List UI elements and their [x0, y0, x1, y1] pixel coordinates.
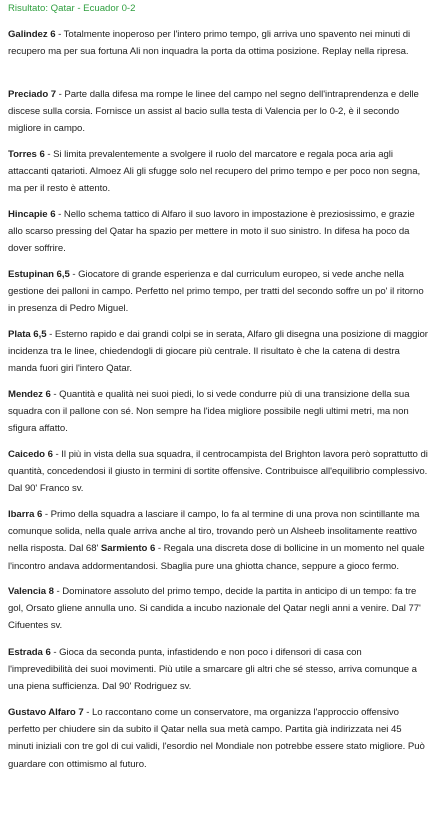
player-name: Gustavo Alfaro 7	[8, 707, 84, 718]
player-comment: - Gioca da seconda punta, infastidendo e non poco i difensori di casa con l'imprevedibilità dei suoi movimenti. Più utile a smarcare gli altri che sé stesso, arriva comunque a una piena sufficienza. Dal 90' Rodriguez sv.	[8, 647, 417, 693]
rating-paragraph	[8, 86, 428, 138]
rating-paragraph	[8, 583, 428, 635]
rating-paragraph	[8, 266, 428, 318]
player-name: Valencia 8	[8, 586, 54, 597]
rating-paragraph	[8, 206, 428, 258]
player-comment: - Dominatore assoluto del primo tempo, decide la partita in anticipo di un tempo: fa tre gol, Orsato gliene annulla uno. Si candida a incubo nazionale del Qatar negli anni a venire. Dal 77' Cifuentes sv.	[8, 586, 421, 632]
player-name: Preciado 7	[8, 89, 57, 100]
player-comment: - Nello schema tattico di Alfaro il suo lavoro in impostazione è preziosissimo, e grazie allo scarso pressing del Qatar ha spazio per mettere in moto il suo sinistro. In difesa ha poco da dover soffrire.	[8, 209, 415, 255]
player-name: Ibarra 6	[8, 509, 43, 520]
player-comment: - Giocatore di grande esperienza e dal curriculum europeo, si vede anche nella gestione dei palloni in campo. Perfetto nel primo tempo, per tratti del secondo soffre un po' il ritorno in presenza di Pedro Miguel.	[8, 269, 424, 315]
rating-paragraph	[8, 644, 428, 696]
player-comment: - Si limita prevalentemente a svolgere il ruolo del marcatore e regala poca aria agli attaccanti qatarioti. Almoez Ali gli sfugge solo nel recupero del primo tempo e per poco non segna, ma per il resto è attento.	[8, 149, 421, 195]
player-name: Estrada 6	[8, 647, 51, 658]
rating-paragraph	[8, 26, 428, 60]
player-name: Estupinan 6,5	[8, 269, 70, 280]
player-comment: - Quantità e qualità nei suoi piedi, lo si vede condurre più di una transizione della sua squadra con il pallone con sé. Non sempre ha l'idea migliore possibile negli ultimi metri, ma non sfigura affatto.	[8, 389, 410, 435]
rating-paragraph	[8, 704, 428, 773]
player-name: Plata 6,5	[8, 329, 47, 340]
player-comment: - Lo raccontano come un conservatore, ma organizza l'approccio offensivo perfetto per chiudere sin da subito il Qatar nella sua metà campo. Partita già indirizzata nei 45 minuti iniziali con tre gol di cui validi, l'esordio nel Mondiale non potrebbe essere stato migliore. Può guardare con ottimismo al futuro.	[8, 707, 425, 770]
player-comment: - Il più in vista della sua squadra, il centrocampista del Brighton lavora però soprattutto di quantità, concedendosi il giusto in termini di sortite offensive. Contribuisce all'equilibrio complessivo. Dal 90' Franco sv.	[8, 449, 428, 495]
player-name: Mendez 6	[8, 389, 51, 400]
rating-paragraph	[8, 446, 428, 498]
rating-paragraph	[8, 146, 428, 198]
player-name: Hincapie 6	[8, 209, 56, 220]
substitute-name: Sarmiento 6	[100, 543, 156, 555]
player-comment: - Esterno rapido e dai grandi colpi se in serata, Alfaro gli disegna una posizione di maggior incidenza tra le linee, chiedendogli di giocare più centrale. Il risultato è che la catena di destra manda fuori giri l'intero Qatar.	[8, 329, 428, 375]
match-result: Risultato: Qatar - Ecuador 0-2	[8, 3, 136, 14]
player-comment: - Parte dalla difesa ma rompe le linee del campo nel segno dell'intraprendenza e delle discese sulla corsia. Fornisce un assist al bacio sulla testa di Valencia per lo 0-2, è il secondo migliore in campo.	[8, 89, 419, 135]
rating-paragraph	[8, 386, 428, 438]
player-name: Torres 6	[8, 149, 45, 160]
player-name: Galindez 6	[8, 29, 56, 40]
player-name: Caicedo 6	[8, 449, 53, 460]
player-comment: - Totalmente inoperoso per l'intero primo tempo, gli arriva uno spavento nei minuti di recupero ma per sua fortuna Ali non inquadra la porta da ottima posizione. Replay nella ripresa.	[8, 29, 411, 58]
rating-paragraph	[8, 326, 428, 378]
rating-paragraph	[8, 506, 428, 575]
substitute-comment: - Regala una discreta dose di bollicine in un momento nel quale l'incontro andava addormentandosi. Sbaglia pure una ghiotta chance, seppure a gioco fermo.	[8, 543, 425, 572]
player-comment: - Primo della squadra a lasciare il campo, lo fa al termine di una prova non scintillante ma comunque solida, nella quale arriva anche al tiro, trovando però un Alsheeb insolitamente reattivo nella risposta. Dal 68'	[8, 509, 420, 555]
